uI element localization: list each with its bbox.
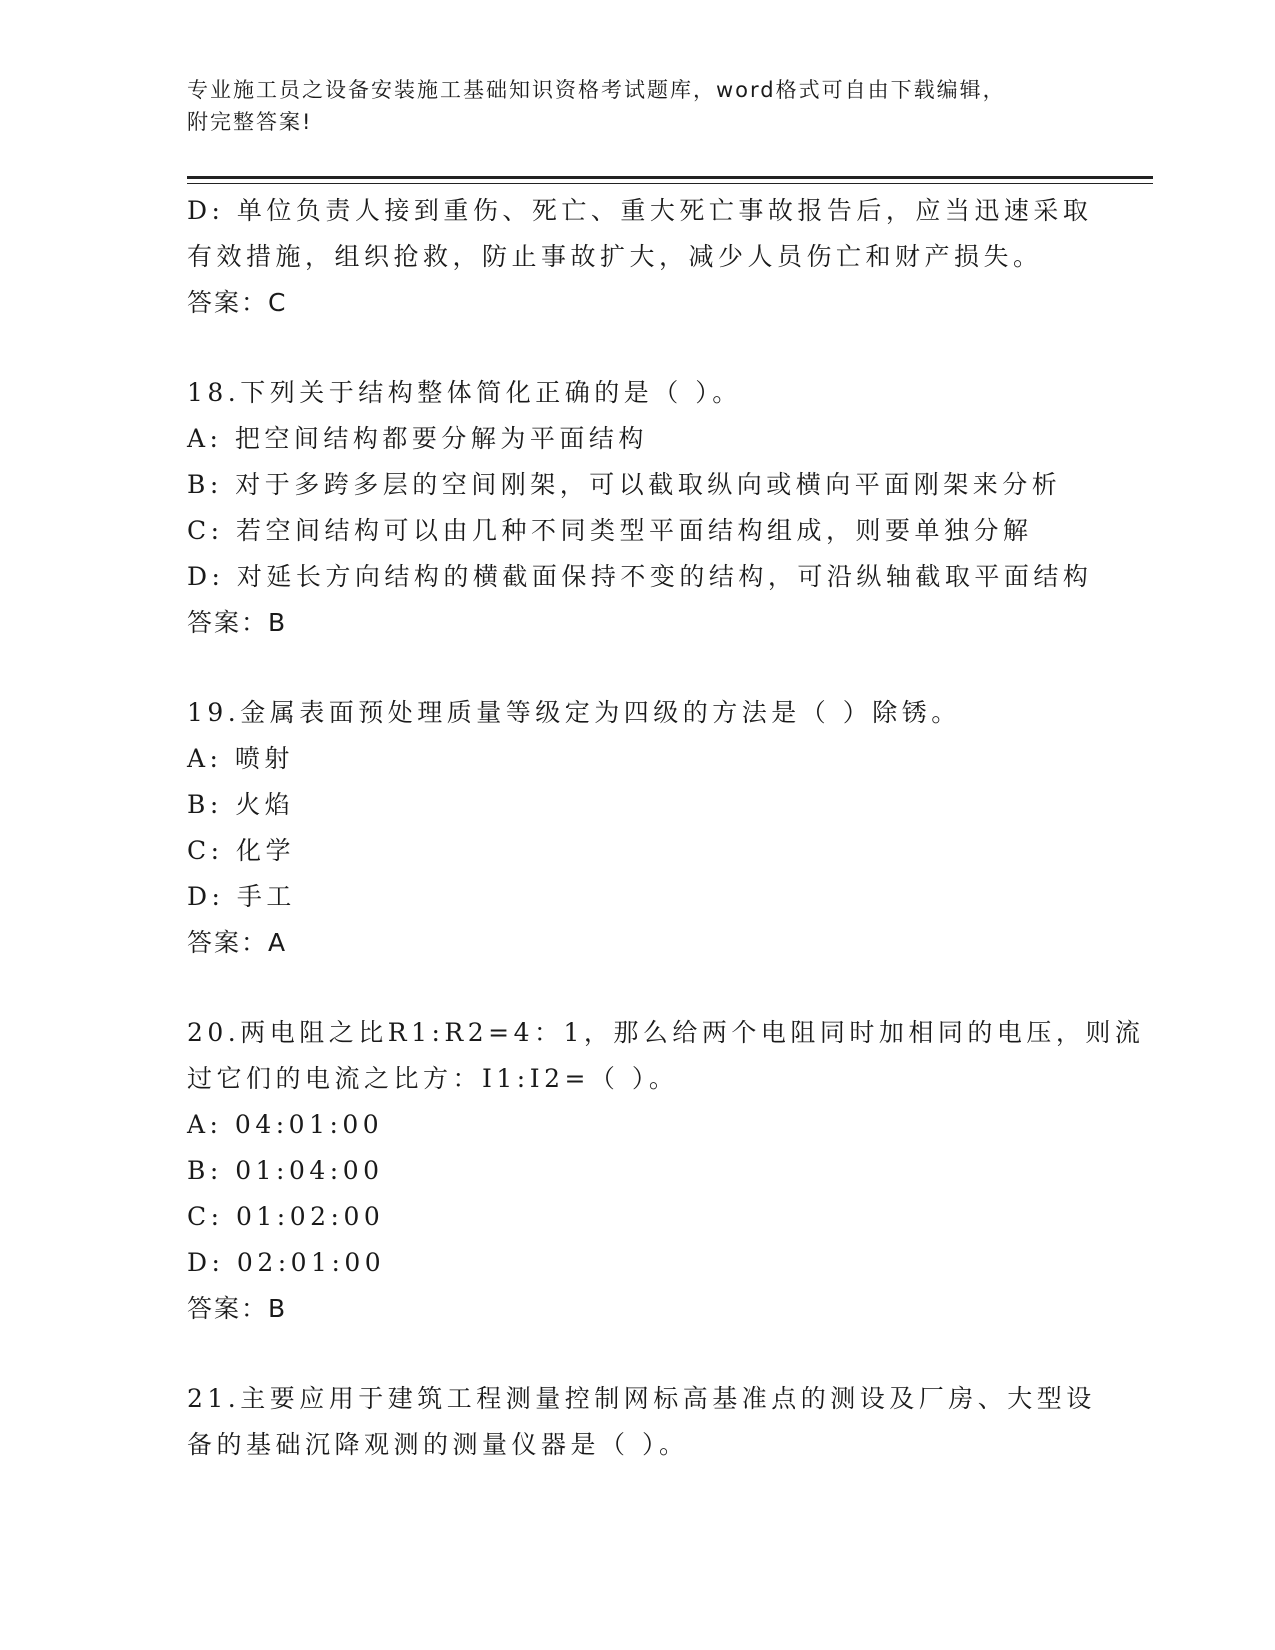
question-19 xyxy=(187,690,1087,966)
header-divider-thick xyxy=(187,176,1153,179)
option-d: D: 单位负责人接到重伤、死亡、重大死亡事故报告后，应当迅速采取 xyxy=(187,196,1093,225)
answer: 答案：B xyxy=(187,1294,288,1323)
question-18 xyxy=(187,370,1093,646)
question-content xyxy=(187,188,1145,1468)
option-b: B: 对于多跨多层的空间刚架，可以截取纵向或横向平面刚架来分析 xyxy=(187,470,1062,499)
answer: 答案：B xyxy=(187,608,288,637)
option-d: D: 手工 xyxy=(187,882,296,911)
answer: 答案：C xyxy=(187,288,288,317)
option-d-continued: 有效措施，组织抢救，防止事故扩大，减少人员伤亡和财产损失。 xyxy=(187,242,1043,271)
question-stem-continued: 备的基础沉降观测的测量仪器是（ ）。 xyxy=(187,1430,689,1459)
option-a: A: 喷射 xyxy=(187,744,294,773)
option-b: B: 01:04:00 xyxy=(187,1156,384,1185)
question-stem-continued: 过它们的电流之比方：I1:I2=（ ）。 xyxy=(187,1064,679,1093)
previous-question-tail xyxy=(187,188,1093,326)
answer: 答案：A xyxy=(187,928,288,957)
question-21 xyxy=(187,1376,1096,1468)
option-d: D: 02:01:00 xyxy=(187,1248,386,1277)
header-line-2: 附完整答案! xyxy=(187,110,313,134)
option-c: C: 化学 xyxy=(187,836,295,865)
document-header xyxy=(187,74,1087,138)
header-line-1: 专业施工员之设备安装施工基础知识资格考试题库，word格式可自由下载编辑， xyxy=(187,78,1006,102)
question-stem: 20.两电阻之比R1:R2=4：1，那么给两个电阻同时加相同的电压，则流 xyxy=(187,1018,1145,1047)
option-d: D: 对延长方向结构的横截面保持不变的结构，可沿纵轴截取平面结构 xyxy=(187,562,1093,591)
option-c: C: 01:02:00 xyxy=(187,1202,385,1231)
question-stem: 18.下列关于结构整体简化正确的是（ ）。 xyxy=(187,378,742,407)
option-a: A: 把空间结构都要分解为平面结构 xyxy=(187,424,648,453)
header-divider-thin xyxy=(187,183,1153,184)
option-c: C: 若空间结构可以由几种不同类型平面结构组成，则要单独分解 xyxy=(187,516,1033,545)
question-stem: 21.主要应用于建筑工程测量控制网标高基准点的测设及厂房、大型设 xyxy=(187,1384,1096,1413)
question-20 xyxy=(187,1010,1145,1332)
option-b: B: 火焰 xyxy=(187,790,295,819)
question-stem: 19.金属表面预处理质量等级定为四级的方法是（ ）除锈。 xyxy=(187,698,961,727)
option-a: A: 04:01:00 xyxy=(187,1110,384,1139)
